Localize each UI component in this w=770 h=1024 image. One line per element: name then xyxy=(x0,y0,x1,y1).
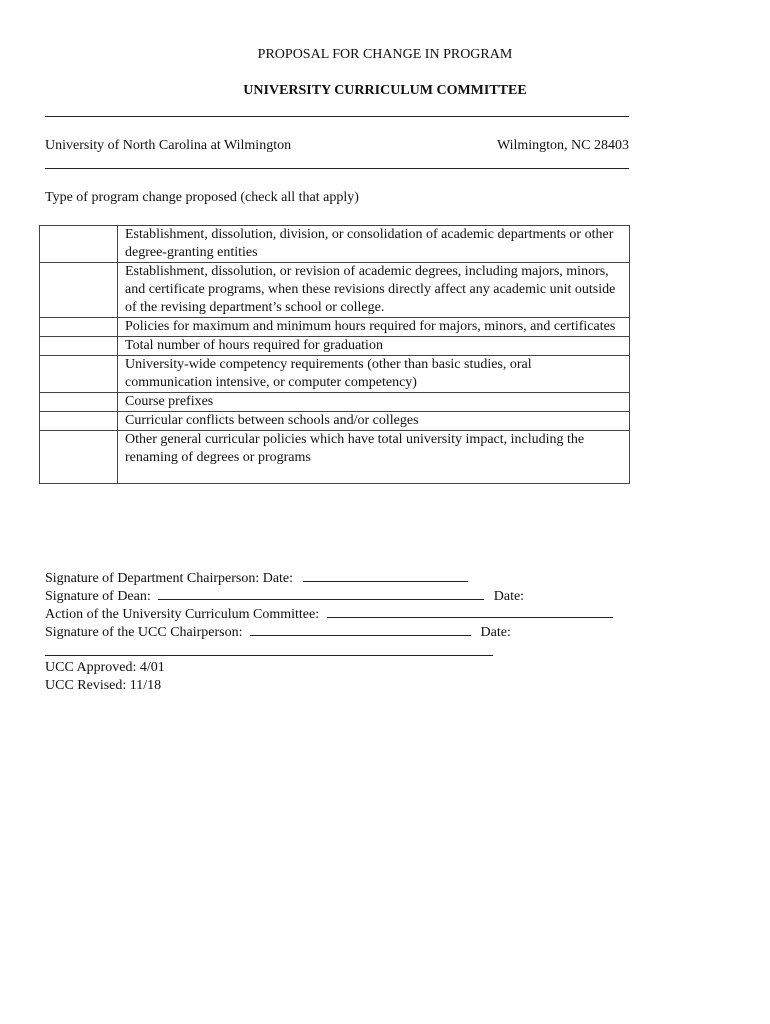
header-divider-top xyxy=(45,116,629,117)
ucc-approved-note: UCC Approved: 4/01 xyxy=(45,660,165,675)
dean-date-label: Date: xyxy=(493,589,525,604)
option-row xyxy=(40,337,630,356)
ucc-chair-signature-label: Signature of the UCC Chairperson: xyxy=(45,625,243,640)
option-checkbox[interactable] xyxy=(40,431,118,484)
option-checkbox[interactable] xyxy=(40,318,118,337)
option-label: Establishment, dissolution, or revision of academic degrees, including majors, minors, and certificate programs, when these revisions directly affect any academic unit outside of the revising department’s school or college. xyxy=(118,263,630,318)
ucc-action-label: Action of the University Curriculum Committee: xyxy=(45,607,320,622)
ucc-chair-date-label: Date: xyxy=(480,625,511,640)
option-label: University-wide competency requirements (other than basic studies, oral communication intensive, or computer competency) xyxy=(118,356,630,393)
option-row xyxy=(40,226,630,263)
chair-signature-row xyxy=(45,569,468,588)
document-title: PROPOSAL FOR CHANGE IN PROGRAM xyxy=(257,47,513,62)
option-checkbox[interactable] xyxy=(40,337,118,356)
option-checkbox[interactable] xyxy=(40,356,118,393)
option-checkbox[interactable] xyxy=(40,263,118,318)
option-row xyxy=(40,393,630,412)
ucc-action-row xyxy=(45,605,613,624)
option-label: Course prefixes xyxy=(118,393,630,412)
option-row xyxy=(40,263,630,318)
option-label: Total number of hours required for graduation xyxy=(118,337,630,356)
option-label: Curricular conflicts between schools and/or colleges xyxy=(118,412,630,431)
option-checkbox[interactable] xyxy=(40,412,118,431)
option-checkbox[interactable] xyxy=(40,226,118,263)
chair-signature-label: Signature of Department Chairperson: Date: xyxy=(45,571,294,586)
ucc-revised-note: UCC Revised: 11/18 xyxy=(45,678,162,693)
ucc-chair-signature-line[interactable] xyxy=(250,623,471,636)
dean-signature-row xyxy=(45,587,645,606)
ucc-action-line[interactable] xyxy=(327,605,613,618)
dean-signature-label: Signature of Dean: xyxy=(45,589,151,604)
option-row xyxy=(40,412,630,431)
committee-title: UNIVERSITY CURRICULUM COMMITTEE xyxy=(243,83,527,98)
option-row xyxy=(40,318,630,337)
ucc-chair-signature-row xyxy=(45,623,645,642)
option-row xyxy=(40,356,630,393)
option-label: Other general curricular policies which have total university impact, including the renaming of degrees or programs xyxy=(118,431,630,484)
dean-signature-line[interactable] xyxy=(158,587,484,600)
program-change-options-table xyxy=(39,225,630,484)
footer-divider xyxy=(45,655,493,656)
option-row xyxy=(40,431,630,484)
chair-date-line[interactable] xyxy=(303,569,468,582)
header-divider-bottom xyxy=(45,168,629,169)
institution-location: Wilmington, NC 28403 xyxy=(496,138,629,153)
option-checkbox[interactable] xyxy=(40,393,118,412)
option-label: Establishment, dissolution, division, or consolidation of academic departments or other degree-granting entities xyxy=(118,226,630,263)
instruction-label: Type of program change proposed (check all that apply) xyxy=(45,190,359,205)
institution-name: University of North Carolina at Wilmington xyxy=(45,138,292,153)
option-label: Policies for maximum and minimum hours required for majors, minors, and certificates xyxy=(118,318,630,337)
